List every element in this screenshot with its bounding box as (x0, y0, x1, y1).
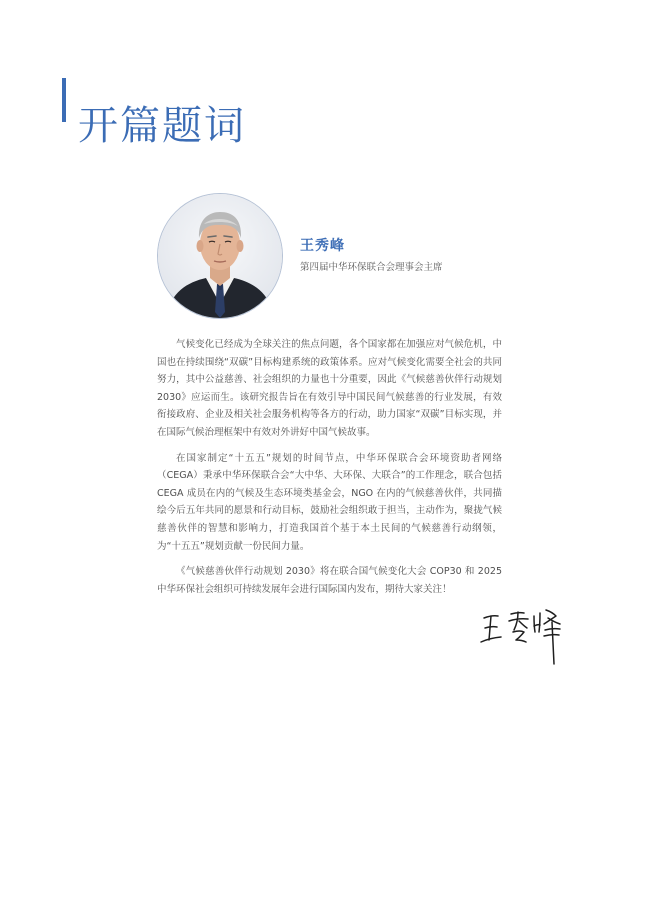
paragraph: 《气候慈善伙伴行动规划 2030》将在联合国气候变化大会 COP30 和 2025 中华环保社会组织可持续发展年会进行国际国内发布，期待大家关注！ (157, 566, 502, 595)
title-accent-bar (62, 78, 66, 122)
author-portrait (157, 193, 283, 319)
portrait-illustration (158, 194, 282, 318)
handwritten-signature (478, 604, 572, 666)
author-position: 第四届中华环保联合会理事会主席 (300, 262, 443, 273)
author-name: 王秀峰 (300, 238, 345, 254)
paragraph: 气候变化已经成为全球关注的焦点问题，各个国家都在加强应对气候危机，中国也在持续围绕“双碳”目标构建系统的政策体系。应对气候变化需要全社会的共同努力，其中公益慈善、社会组织的力量也十分重要，因此《气候慈善伙伴行动规划 2030》应运而生。该研究报告旨在有效引导中国民间气候慈善的行业发展，有效衔接政府、企业及相关社会服务机构等各方的行动，助力国家“双碳”目标实现，并在国际气候治理框架中有效对外讲好中国气候故事。 (157, 339, 502, 438)
paragraph: 在国家制定“十五五”规划的时间节点，中华环保联合会环境资助者网络（CEGA）秉承中华环保联合会“大中华、大环保、大联合”的工作理念，联合包括 CEGA 成员在内的气候及生态环境类基金会，NGO 在内的气候慈善伙伴，共同描绘今后五年共同的愿景和行动目标，鼓励社会组织敢于担当，主动作为，聚拢气候慈善伙伴的智慧和影响力，打造我国首个基于本土民间的气候慈善行动纲领，为“十五五”规划贡献一份民间力量。 (157, 452, 502, 552)
page-title: 开篇题词 (78, 102, 246, 149)
foreword-body (157, 336, 502, 606)
